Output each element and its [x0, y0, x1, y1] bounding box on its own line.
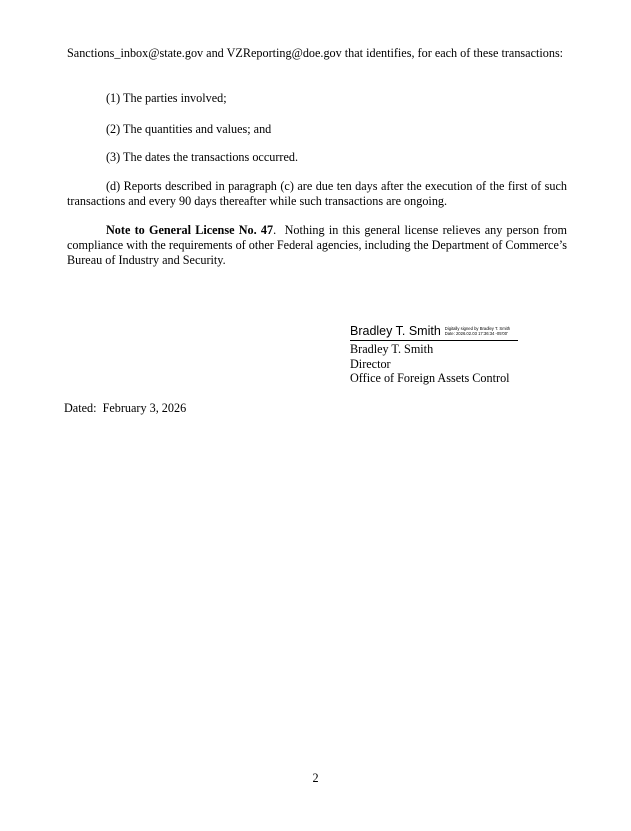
signature-block — [350, 320, 550, 385]
note-paragraph — [67, 223, 571, 268]
note-heading: Note to General License No. 47 — [106, 223, 274, 237]
signatory-details — [350, 342, 510, 386]
paragraph-d: (d) Reports described in paragraph (c) are due ten days after the execution of the first of such transactions and every 90 days thereafter while such transactions are ongoing. — [67, 179, 567, 208]
digital-signature — [350, 320, 550, 338]
signatory-title: Director — [350, 356, 391, 371]
note-heading-period: . — [273, 223, 277, 237]
list-item-parties: (1) The parties involved; — [106, 91, 227, 105]
dated-line: Dated: February 3, 2026 — [64, 401, 187, 415]
digital-signature-signed-by: Digitally signed by Bradley T. Smith — [444, 326, 511, 331]
signatory-office: Office of Foreign Assets Control — [350, 371, 510, 385]
digital-signature-name: Bradley T. Smith — [350, 324, 441, 338]
page-number: 2 — [312, 771, 319, 785]
list-item-dates: (3) The dates the transactions occurred. — [106, 150, 298, 164]
digital-signature-details — [445, 326, 510, 338]
note-body: Nothing in this general license relieves any person from compliance with the requirements of other Federal agencies, including the Department of Commerce’s Bureau of Industry and Security. — [67, 223, 571, 267]
continuation-paragraph: Sanctions_inbox@state.gov and VZReporting@doe.gov that identifies, for each of these transactions: — [67, 46, 564, 60]
digital-signature-date: Date: 2026.02.03 17:36:34 -05'00' — [444, 331, 508, 336]
signature-line — [350, 340, 518, 341]
list-item-quantities: (2) The quantities and values; and — [106, 122, 272, 136]
signatory-name: Bradley T. Smith — [350, 342, 434, 356]
